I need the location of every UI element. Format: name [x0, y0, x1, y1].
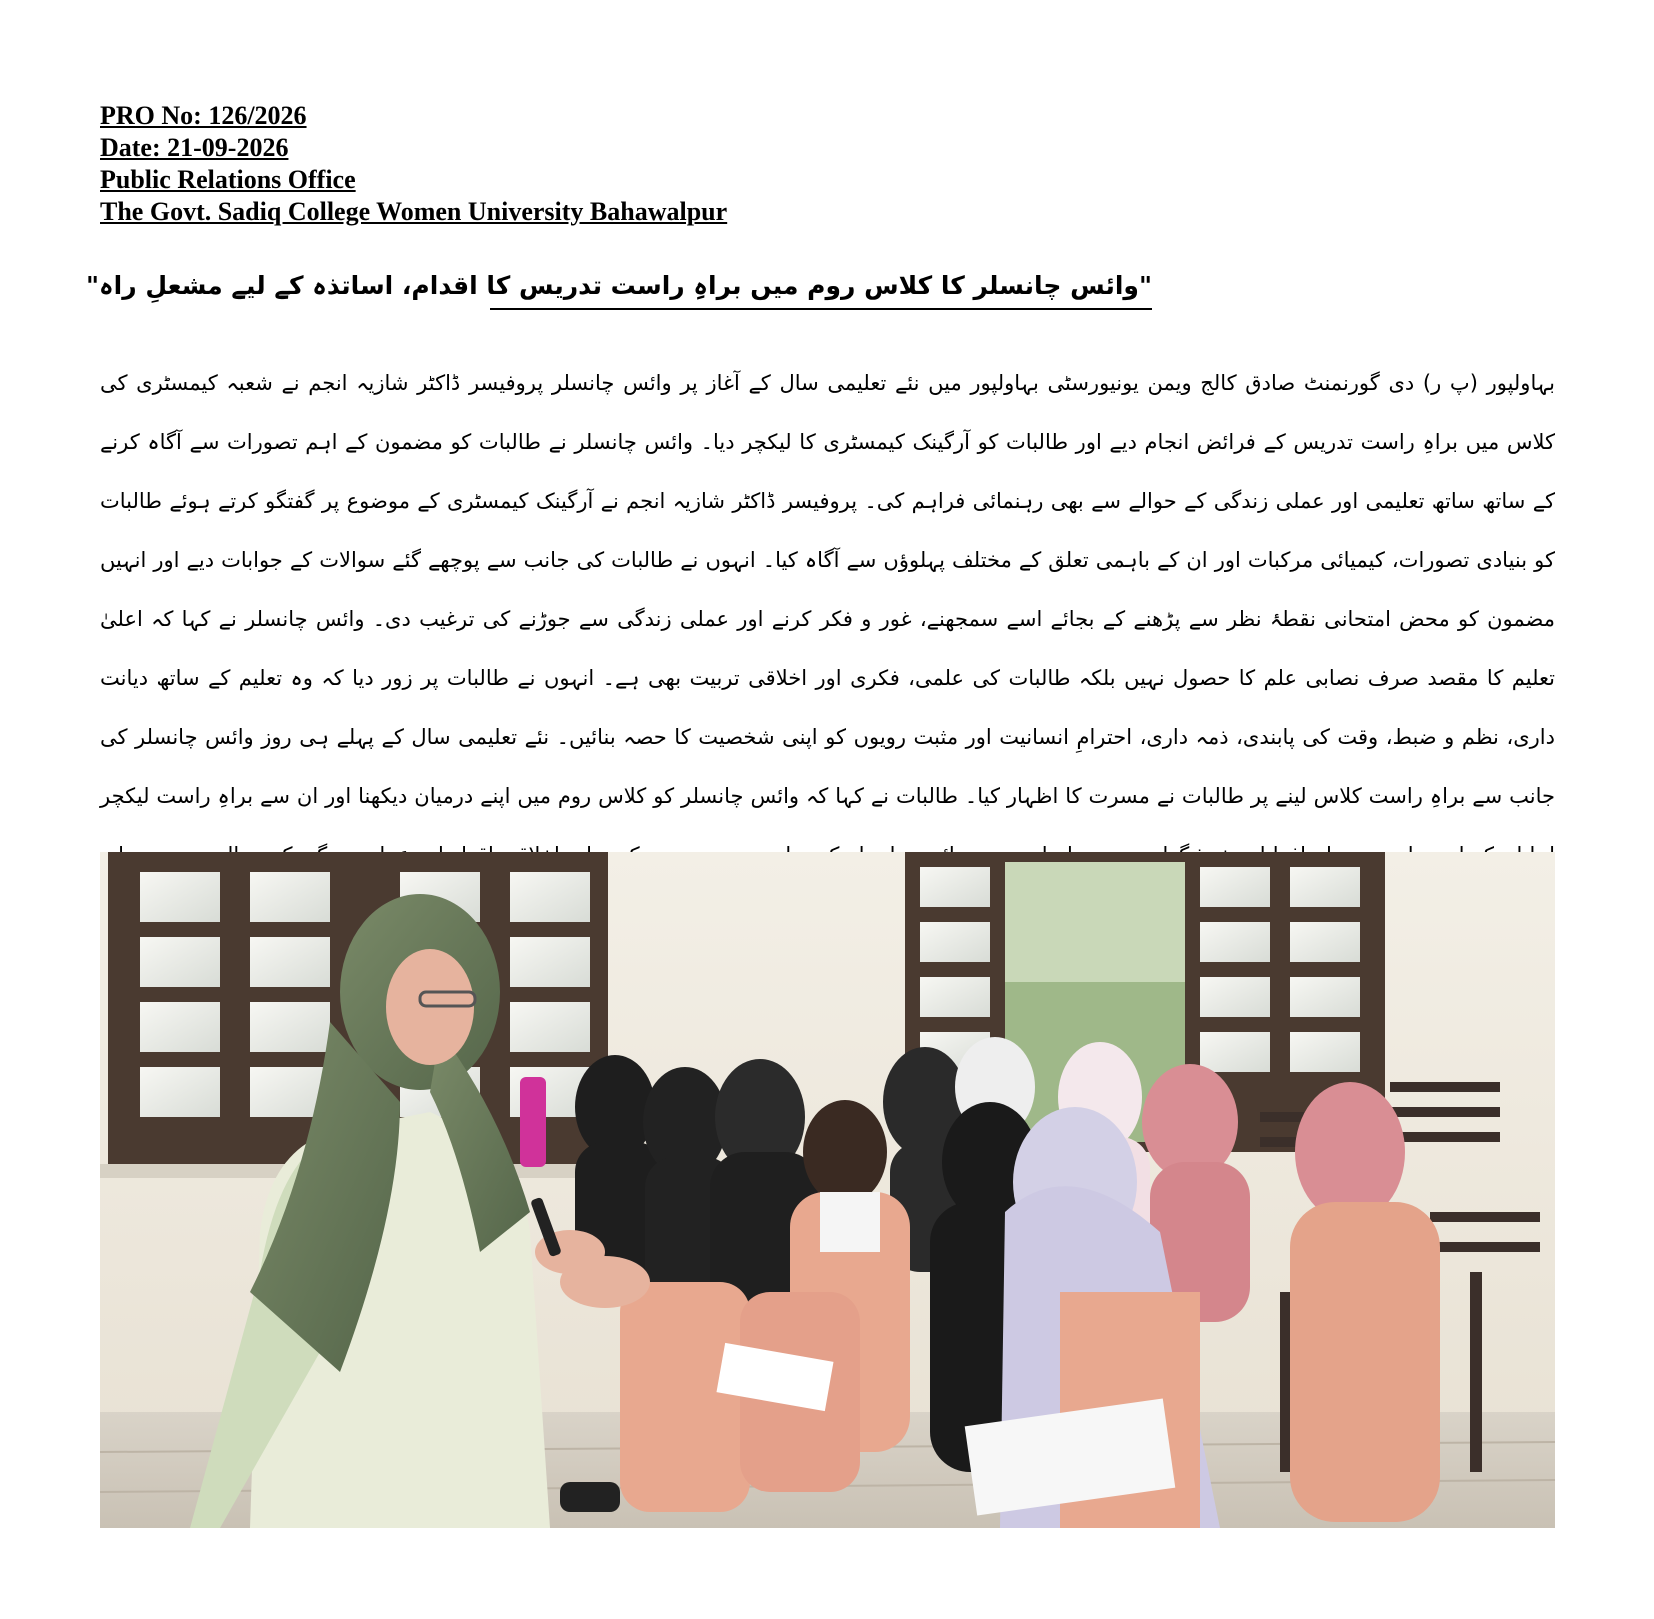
classroom-photo — [100, 852, 1555, 1528]
release-header — [100, 100, 1000, 228]
office-name: Public Relations Office — [100, 165, 356, 194]
pro-number: PRO No: 126/2026 — [100, 101, 307, 130]
body-paragraph: بہاولپور (پ ر) دی گورنمنٹ صادق کالج ویمن یونیورسٹی بہاولپور میں نئے تعلیمی سال کے آغاز پر وائس چانسلر پروفیسر ڈاکٹر شازیہ انجم نے شعبہ کیمسٹری کی کلاس میں براہِ راست تدریس کے فرائض انجام دیے اور طالبات کو آرگینک کیمسٹری کا لیکچر دیا۔ وائس چانسلر نے طالبات کو مضمون کے اہم تصورات سے آگاہ کرنے کے ساتھ ساتھ تعلیمی اور عملی زندگی کے حوالے سے بھی رہنمائی فراہم کی۔ پروفیسر ڈاکٹر شازیہ انجم نے آرگینک کیمسٹری کے موضوع پر گفتگو کرتے ہوئے طالبات کو بنیادی تصورات، کیمیائی مرکبات اور ان کے باہمی تعلق کے مختلف پہلوؤں سے آگاہ کیا۔ انہوں نے طالبات کی جانب سے پوچھے گئے سوالات کے جوابات دیے اور انہیں مضمون کو محض امتحانی نقطۂ نظر سے پڑھنے کے بجائے اسے سمجھنے، غور و فکر کرنے اور عملی زندگی سے جوڑنے کی ترغیب دی۔ وائس چانسلر نے کہا کہ اعلیٰ تعلیم کا مقصد صرف نصابی علم کا حصول نہیں بلکہ طالبات کی علمی، فکری اور اخلاقی تربیت بھی ہے۔ انہوں نے طالبات پر زور دیا کہ وہ تعلیم کے ساتھ دیانت داری، نظم و ضبط، وقت کی پابندی، ذمہ داری، احترامِ انسانیت اور مثبت رویوں کو اپنی شخصیت کا حصہ بنائیں۔ نئے تعلیمی سال کے پہلے ہی روز وائس چانسلر کی جانب سے براہِ راست کلاس لینے پر طالبات نے مسرت کا اظہار کیا۔ طالبات نے کہا کہ وائس چانسلر کو کلاس روم میں اپنے درمیان دیکھنا اور ان سے براہِ راست لیکچر — [100, 371, 1555, 808]
university-name: The Govt. Sadiq College Women University Bahawalpur — [100, 197, 728, 226]
water-bottle — [520, 1077, 546, 1167]
release-date: Date: 21-09-2026 — [100, 133, 289, 162]
headline: "وائس چانسلر کا کلاس روم میں براہِ راست تدریس کا اقدام، اساتذہ کے لیے مشعلِ راہ" — [490, 268, 1152, 310]
